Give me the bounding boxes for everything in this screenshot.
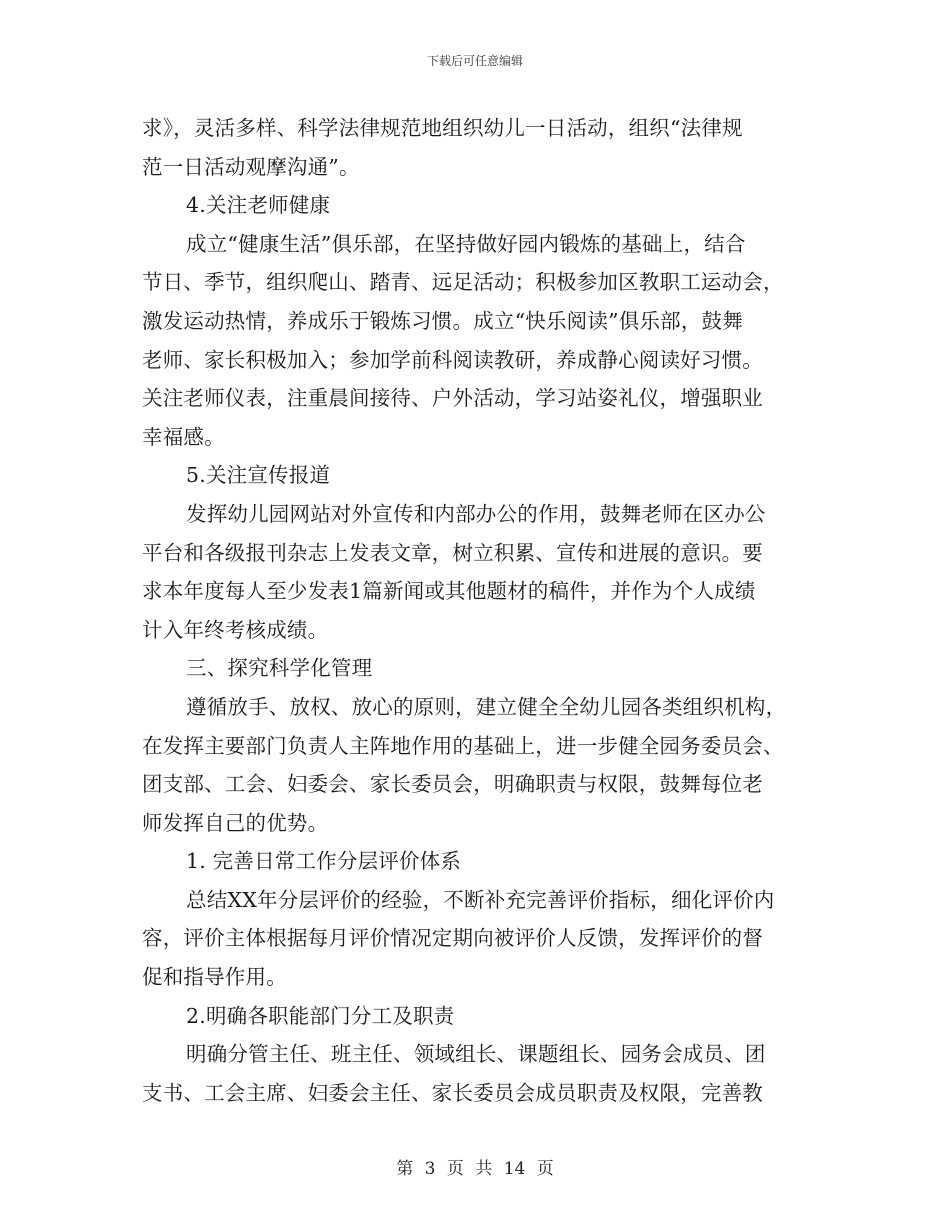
text-line: 促和指导作用。 bbox=[142, 965, 287, 990]
text-line: 支书、工会主席、妇委会主任、家长委员会成员职责及权限，完善教 bbox=[142, 1080, 763, 1105]
text-line: 在发挥主要部门负责人主阵地作用的基础上，进一步健全园务委员会、 bbox=[142, 733, 784, 758]
text-line: 范一日活动观摩沟通”。 bbox=[142, 154, 360, 179]
page-footer: 第 3 页 共 14 页 bbox=[396, 1159, 554, 1179]
text-line: 容，评价主体根据每月评价情况定期向被评价人反馈，发挥评价的督 bbox=[142, 926, 763, 951]
text-line: 关注老师仪表，注重晨间接待、户外活动，学习站姿礼仪，增强职业 bbox=[142, 386, 763, 411]
text-line: 成立“健康生活”俱乐部，在坚持做好园内锻炼的基础上，结合 bbox=[186, 231, 746, 256]
text-line: 节日、季节，组织爬山、踏青、远足活动；积极参加区教职工运动会， bbox=[142, 270, 784, 295]
text-line: 2.明确各职能部门分工及职责 bbox=[186, 1003, 455, 1028]
text-line: 遵循放手、放权、放心的原则，建立健全全幼儿园各类组织机构， bbox=[186, 694, 787, 719]
text-line: 老师、家长积极加入；参加学前科阅读教研，养成静心阅读好习惯。 bbox=[142, 347, 763, 372]
text-line: 4.关注老师健康 bbox=[186, 193, 331, 218]
text-line: 师发挥自己的优势。 bbox=[142, 810, 329, 835]
text-line: 三、探究科学化管理 bbox=[186, 656, 373, 681]
text-line: 激发运动热情，养成乐于锻炼习惯。成立“快乐阅读”俱乐部，鼓舞 bbox=[142, 308, 743, 333]
page-header: 下载后可任意编辑 bbox=[426, 54, 523, 68]
text-line: 发挥幼儿园网站对外宣传和内部办公的作用，鼓舞老师在区办公 bbox=[186, 501, 766, 526]
text-line: 1. 完善日常工作分层评价体系 bbox=[186, 849, 462, 874]
text-line: 平台和各级报刊杂志上发表文章，树立积累、宣传和进展的意识。要 bbox=[142, 540, 763, 565]
text-line: 明确分管主任、班主任、领域组长、课题组长、园务会成员、团 bbox=[186, 1042, 766, 1067]
text-line: 5.关注宣传报道 bbox=[186, 463, 331, 488]
text-line: 计入年终考核成绩。 bbox=[142, 617, 329, 642]
text-line: 总结XX年分层评价的经验，不断补充完善评价指标，细化评价内 bbox=[186, 887, 775, 912]
text-line: 求本年度每人至少发表1篇新闻或其他题材的稿件，并作为个人成绩 bbox=[142, 579, 756, 604]
text-line: 求》，灵活多样、科学法律规范地组织幼儿一日活动，组织“法律规 bbox=[142, 116, 743, 140]
text-line: 团支部、工会、妇委会、家长委员会，明确职责与权限，鼓舞每位老 bbox=[142, 772, 763, 797]
text-line: 幸福感。 bbox=[142, 424, 225, 449]
document-body bbox=[142, 109, 810, 1112]
